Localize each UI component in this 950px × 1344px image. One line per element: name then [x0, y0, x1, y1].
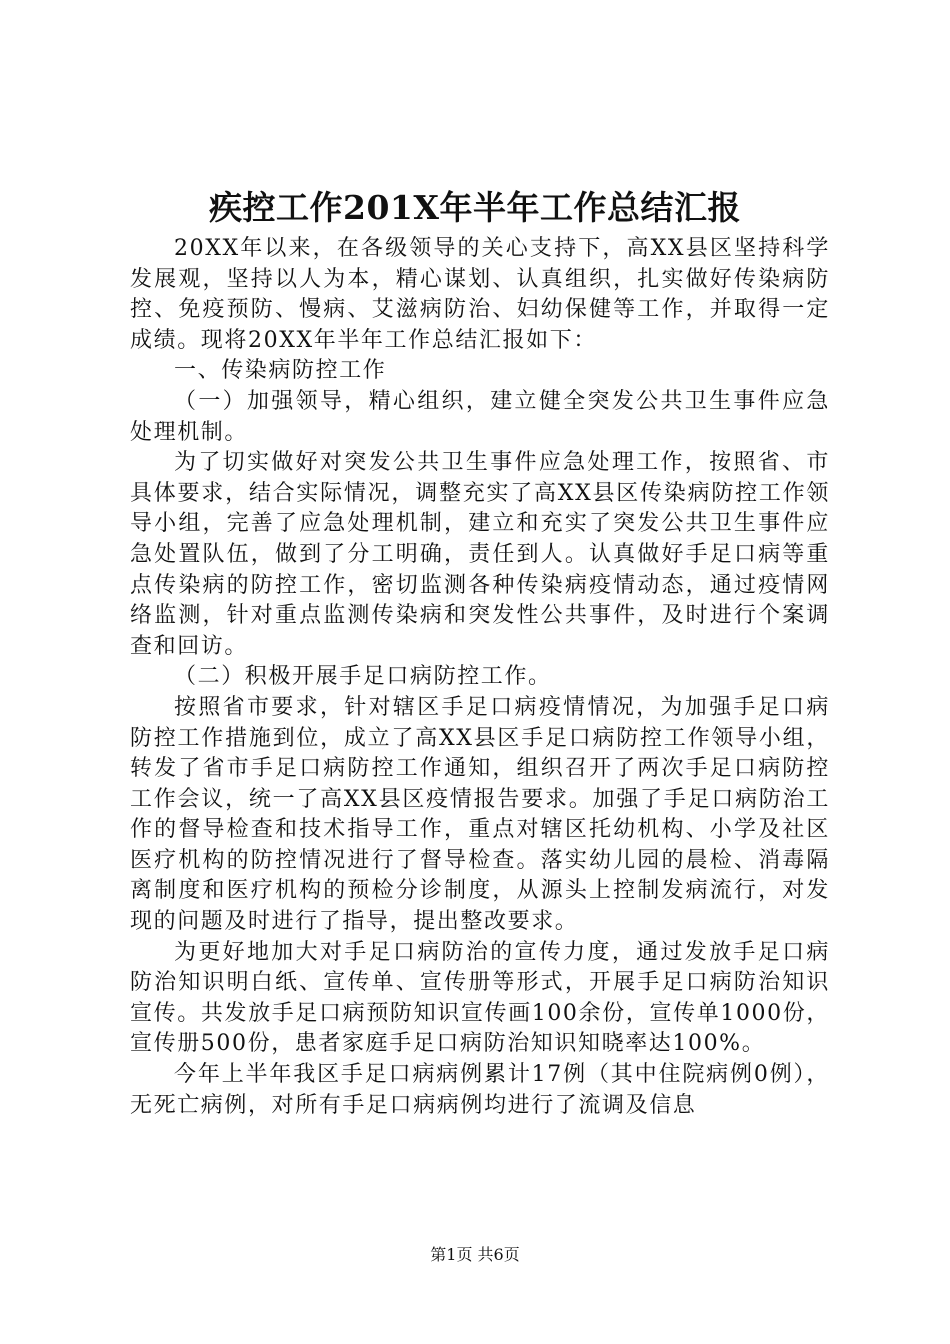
- paragraph-intro: 20XX年以来，在各级领导的关心支持下，高XX县区坚持科学发展观，坚持以人为本，精心谋划、认真组织，扎实做好传染病防控、免疫预防、慢病、艾滋病防治、妇幼保健等工作，并取得一定成绩。现将20XX年半年工作总结汇报如下：: [130, 236, 830, 353]
- paragraph-hfmd-control: 按照省市要求，针对辖区手足口病疫情情况，为加强手足口病防控工作措施到位，成立了高XX县区手足口病防控工作领导小组，转发了省市手足口病防控工作通知，组织召开了两次手足口病防控工作会议，统一了高XX县区疫情报告要求。加强了手足口病防治工作的督导检查和技术指导工作，重点对辖区托幼机构、小学及社区医疗机构的防控情况进行了督导检查。落实幼儿园的晨检、消毒隔离制度和医疗机构的预检分诊制度，从源头上控制发病流行，对发现的问题及时进行了指导，提出整改要求。: [130, 694, 830, 935]
- document-title: 疾控工作201X年半年工作总结汇报: [209, 188, 741, 227]
- document-body: [130, 234, 830, 1121]
- paragraph-cases: 今年上半年我区手足口病病例累计17例（其中住院病例0例），无死亡病例，对所有手足口病病例均进行了流调及信息: [130, 1062, 830, 1118]
- heading-section-1: 一、传染病防控工作: [174, 358, 387, 384]
- subheading-1: （一）加强领导，精心组织，建立健全突发公共卫生事件应急处理机制。: [130, 388, 830, 445]
- subheading-2: （二）积极开展手足口病防控工作。: [174, 664, 552, 690]
- paragraph-publicity: 为更好地加大对手足口病防治的宣传力度，通过发放手足口病防治知识明白纸、宣传单、宣传册等形式，开展手足口病防治知识宣传。共发放手足口病预防知识宣传画100余份，宣传单1000份，宣传册500份，患者家庭手足口病防治知识知晓率达100%。: [130, 939, 830, 1057]
- page-number-footer: 第1页 共6页: [430, 1245, 520, 1264]
- paragraph-emergency: 为了切实做好对突发公共卫生事件应急处理工作，按照省、市具体要求，结合实际情况，调整充实了高XX县区传染病防控工作领导小组，完善了应急处理机制，建立和充实了突发公共卫生事件应急处置队伍，做到了分工明确，责任到人。认真做好手足口病等重点传染病的防控工作，密切监测各种传染病疫情动态，通过疫情网络监测，针对重点监测传染病和突发性公共事件，及时进行个案调查和回访。: [130, 450, 830, 659]
